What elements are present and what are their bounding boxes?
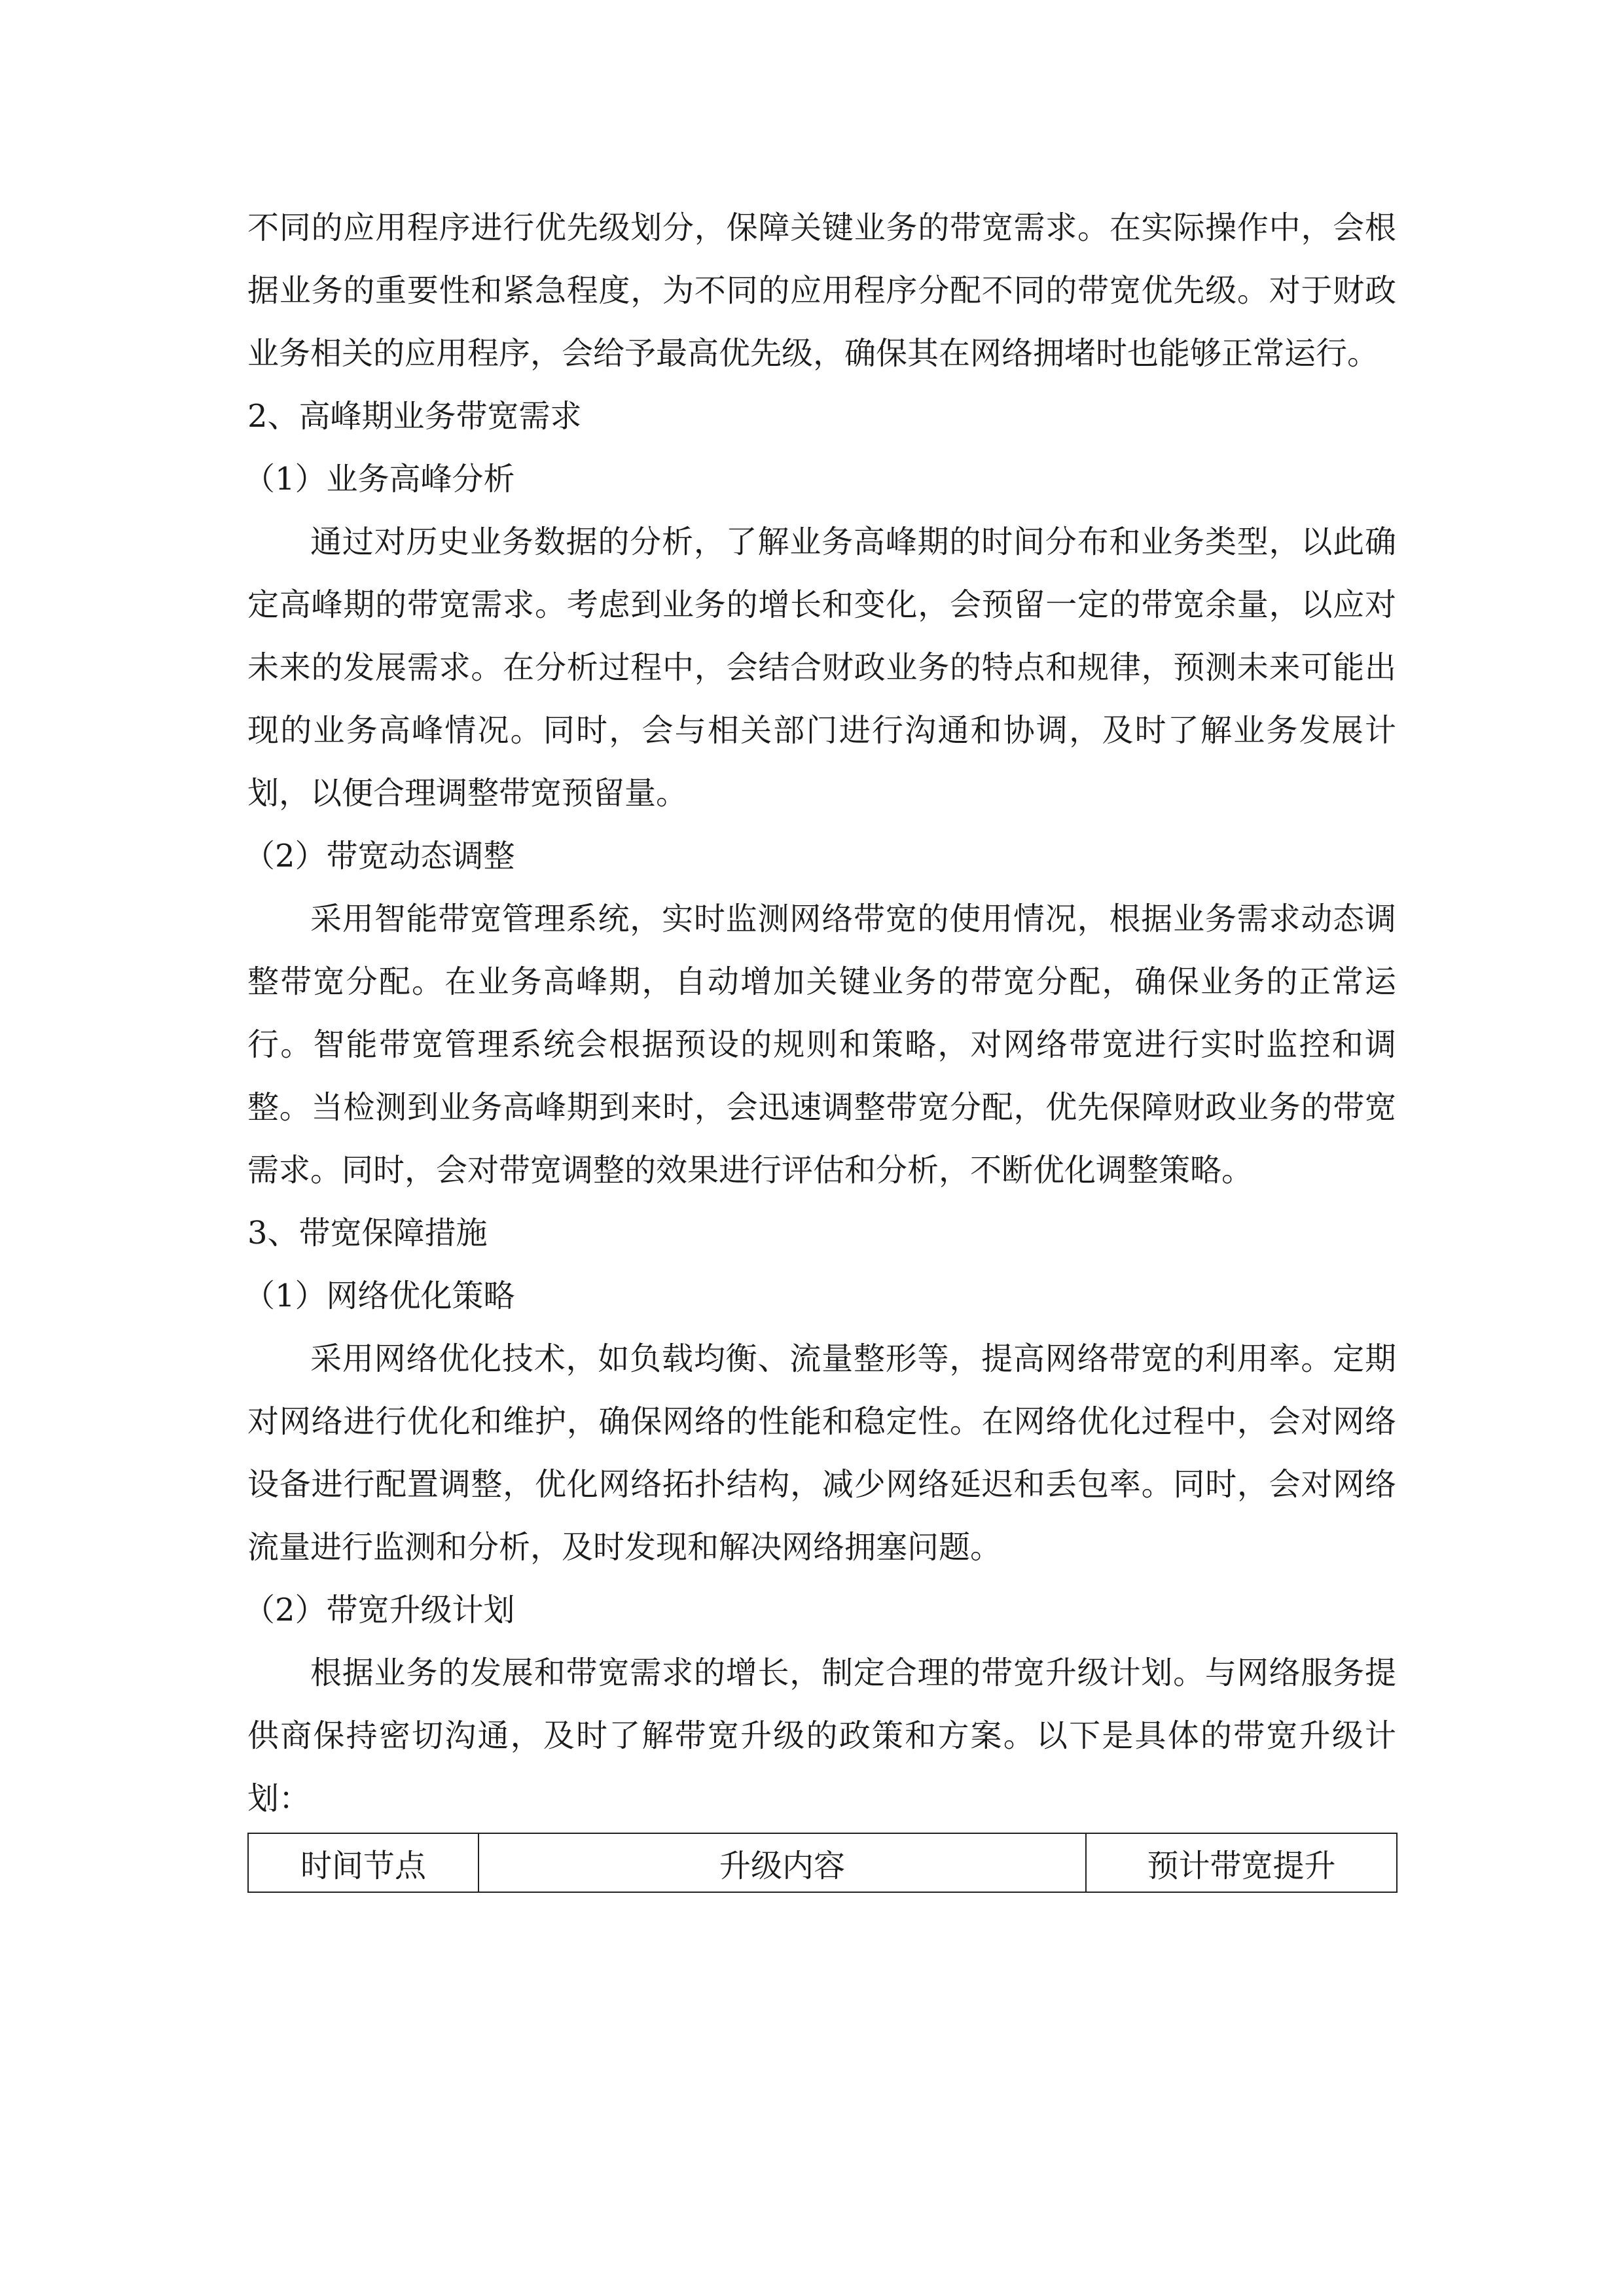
- subsection-3-2-heading: （2）带宽升级计划: [244, 1592, 515, 1628]
- document-page: [244, 196, 1396, 1893]
- subsection-2-2-heading: （2）带宽动态调整: [244, 838, 515, 874]
- section-2-heading: 2、高峰期业务带宽需求: [247, 398, 582, 435]
- subsection-2-1-body: 通过对历史业务数据的分析，了解业务高峰期的时间分布和业务类型，以此确定高峰期的带宽需求。考虑到业务的增长和变化，会预留一定的带宽余量，以应对未来的发展需求。在分析过程中，会结合财政业务的特点和规律，预测未来可能出现的业务高峰情况。同时，会与相关部门进行沟通和协调，及时了解业务发展计划，以便合理调整带宽预留量。: [247, 524, 1396, 812]
- section-3-heading: 3、带宽保障措施: [247, 1215, 488, 1251]
- subsection-3-2-body: 根据业务的发展和带宽需求的增长，制定合理的带宽升级计划。与网络服务提供商保持密切沟通，及时了解带宽升级的政策和方案。以下是具体的带宽升级计划：: [247, 1655, 1396, 1817]
- table-header-time-node: 时间节点: [248, 1833, 478, 1892]
- table-header-expected-bandwidth: 预计带宽提升: [1086, 1833, 1397, 1892]
- subsection-2-1-heading: （1）业务高峰分析: [244, 461, 515, 497]
- subsection-3-1-body: 采用网络优化技术，如负载均衡、流量整形等，提高网络带宽的利用率。定期对网络进行优化和维护，确保网络的性能和稳定性。在网络优化过程中，会对网络设备进行配置调整，优化网络拓扑结构，减少网络延迟和丢包率。同时，会对网络流量进行监测和分析，及时发现和解决网络拥塞问题。: [247, 1340, 1396, 1566]
- intro-paragraph: 不同的应用程序进行优先级划分，保障关键业务的带宽需求。在实际操作中，会根据业务的重要性和紧急程度，为不同的应用程序分配不同的带宽优先级。对于财政业务相关的应用程序，会给予最高优先级，确保其在网络拥堵时也能够正常运行。: [247, 209, 1396, 372]
- upgrade-plan-table: [247, 1833, 1398, 1893]
- subsection-2-2-body: 采用智能带宽管理系统，实时监测网络带宽的使用情况，根据业务需求动态调整带宽分配。在业务高峰期，自动增加关键业务的带宽分配，确保业务的正常运行。智能带宽管理系统会根据预设的规则和策略，对网络带宽进行实时监控和调整。当检测到业务高峰期到来时，会迅速调整带宽分配，优先保障财政业务的带宽需求。同时，会对带宽调整的效果进行评估和分析，不断优化调整策略。: [247, 901, 1396, 1189]
- table-header-row: [248, 1833, 1397, 1892]
- subsection-3-1-heading: （1）网络优化策略: [244, 1278, 515, 1314]
- table-header-upgrade-content: 升级内容: [478, 1833, 1086, 1892]
